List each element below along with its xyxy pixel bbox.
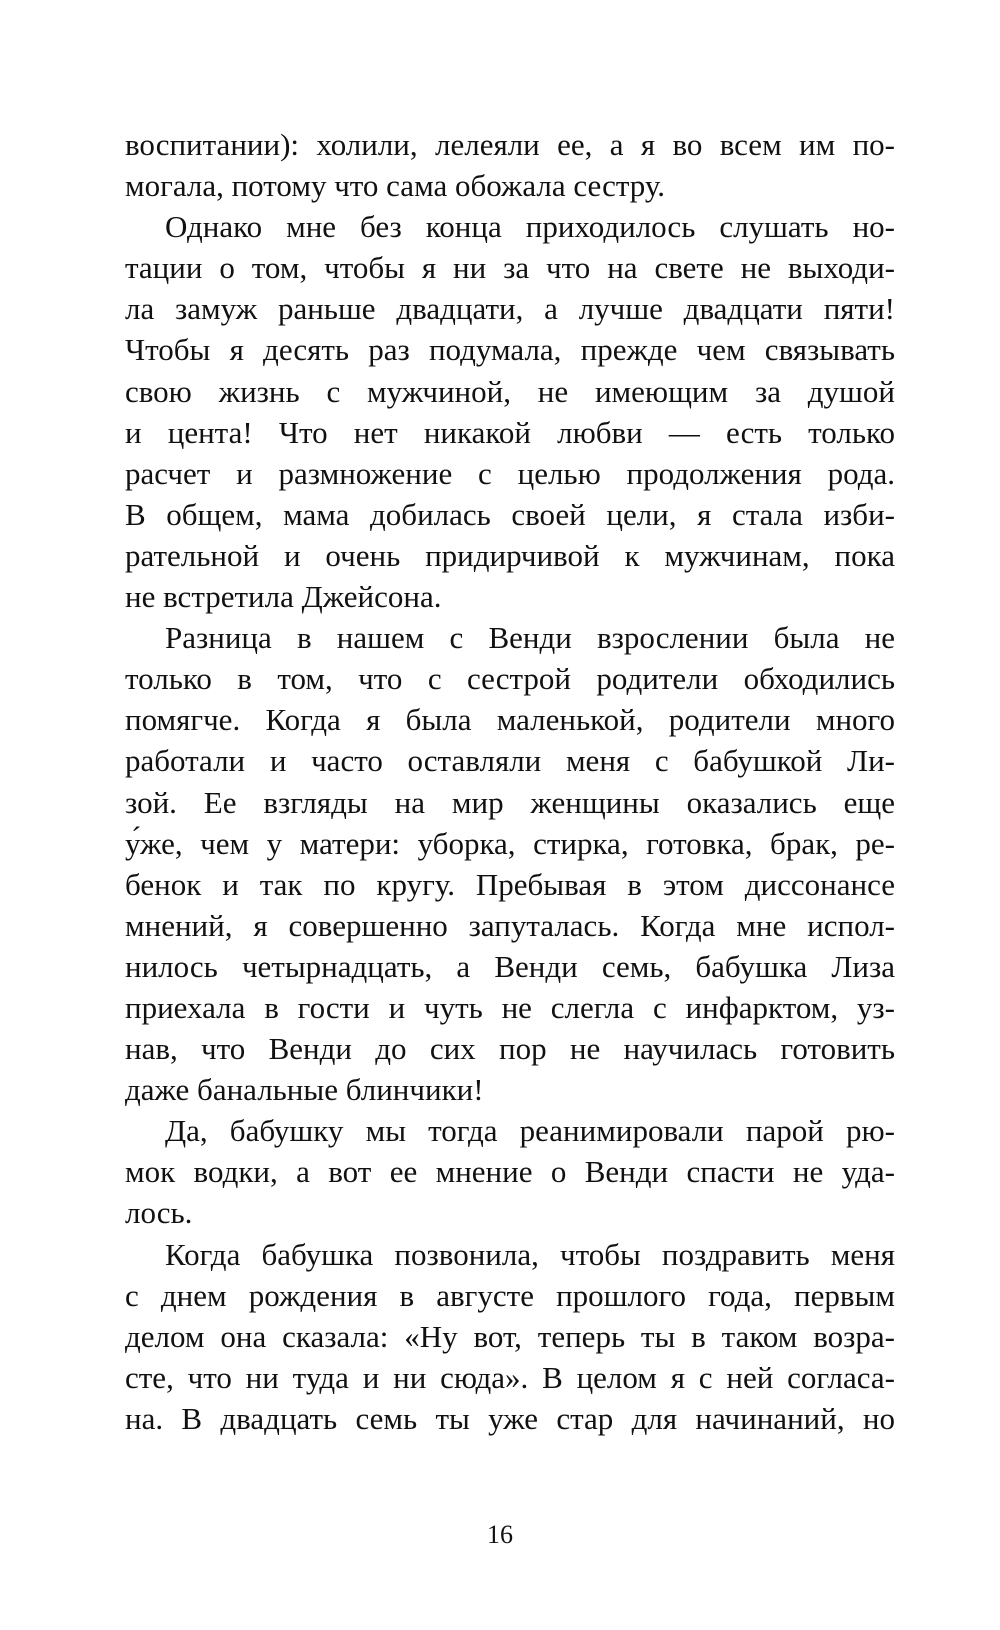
text-line: сте, что ни туда и ни сюда». В целом я с ней согласа- — [125, 1359, 895, 1395]
text-line: бенок и так по кругу. Пребывая в этом диссонансе — [125, 866, 895, 902]
text-line: не встретила Джейсона. — [125, 579, 442, 615]
text-line: расчет и размножение с целью продолжения рода. — [125, 455, 895, 491]
text-line: воспитании): холили, лелеяли ее, а я во всем им по- — [125, 127, 895, 162]
text-line: Да, бабушку мы тогда реанимировали парой рю- — [165, 1113, 895, 1149]
text-line: свою жизнь с мужчиной, не имеющим за душой — [125, 373, 895, 409]
text-line: Чтобы я десять раз подумала, прежде чем связывать — [125, 332, 895, 368]
text-line: и цента! Что нет никакой любви — есть только — [125, 414, 895, 450]
text-line: работали и часто оставляли меня с бабушкой Ли- — [125, 743, 895, 779]
text-line: тации о том, чтобы я ни за что на свете не выходи- — [125, 250, 895, 286]
page-number: 16 — [487, 1520, 513, 1549]
text-line: зой. Ее взгляды на мир женщины оказались еще — [125, 784, 895, 820]
text-line: Однако мне без конца приходилось слушать но- — [165, 209, 895, 245]
text-line: В общем, мама добилась своей цели, я стала изби- — [125, 496, 895, 532]
text-line: могала, потому что сама обожала сестру. — [125, 168, 666, 204]
text-line: ла замуж раньше двадцати, а лучше двадцати пяти! — [125, 291, 895, 327]
text-line: приехала в гости и чуть не слегла с инфарктом, уз- — [125, 989, 895, 1025]
text-line: Когда бабушка позвонила, чтобы поздравить меня — [165, 1236, 895, 1272]
text-line: помягче. Когда я была маленькой, родители много — [125, 702, 895, 738]
text-line: только в том, что с сестрой родители обходились — [125, 661, 895, 697]
text-line: с днем рождения в августе прошлого года, первым — [125, 1277, 895, 1313]
text-line: мнений, я совершенно запуталась. Когда мне испол- — [125, 907, 895, 943]
text-line: мок водки, а вот ее мнение о Венди спасти не уда- — [125, 1154, 895, 1190]
text-line: лось. — [125, 1195, 193, 1231]
text-line: на. В двадцать семь ты уже стар для начинаний, но — [125, 1400, 895, 1436]
text-line: рательной и очень придирчивой к мужчинам, пока — [125, 537, 895, 573]
text-line: делом она сказала: «Ну вот, теперь ты в таком возра- — [125, 1318, 895, 1354]
text-line: у́же, чем у матери: уборка, стирка, готовка, брак, ре- — [125, 825, 895, 861]
text-line: Разница в нашем с Венди взрослении была не — [165, 620, 895, 656]
text-line: нав, что Венди до сих пор не научилась готовить — [125, 1031, 895, 1067]
body-text — [125, 124, 895, 1439]
text-line: нилось четырнадцать, а Венди семь, бабушка Лиза — [125, 948, 895, 984]
text-line: даже банальные блинчики! — [125, 1072, 484, 1108]
